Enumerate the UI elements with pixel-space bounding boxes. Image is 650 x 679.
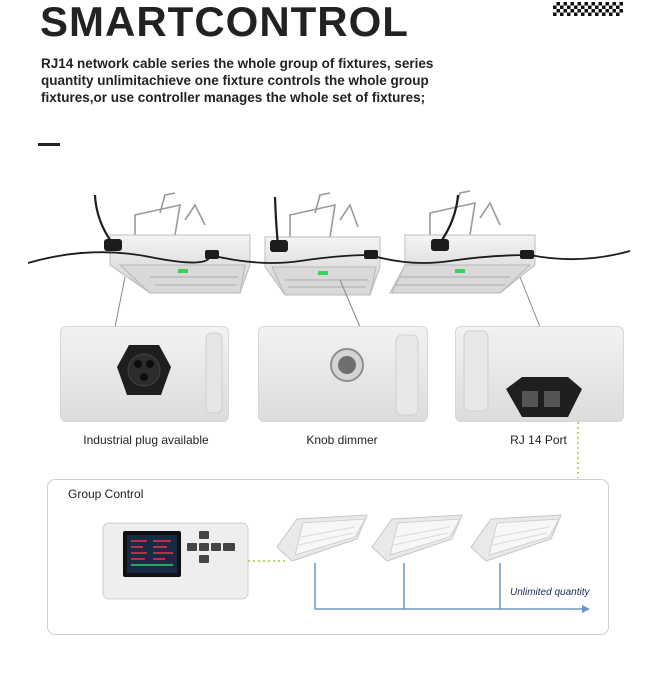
bracket-3 bbox=[430, 191, 500, 235]
bracket-2 bbox=[290, 193, 358, 237]
dotted-connector bbox=[0, 420, 650, 480]
knob-dimmer-icon bbox=[259, 327, 427, 421]
unlimited-quantity-label: Unlimited quantity bbox=[510, 587, 590, 598]
detail-panel-plug bbox=[60, 326, 229, 422]
label-rj14-port: RJ 14 Port bbox=[510, 433, 567, 447]
bracket-1 bbox=[135, 193, 205, 235]
controller-device bbox=[103, 523, 248, 599]
fixtures-series-illustration bbox=[0, 185, 650, 335]
detail-panel-rj14 bbox=[455, 326, 624, 422]
detail-panel-knob bbox=[258, 326, 428, 422]
arrow-icon bbox=[582, 605, 590, 613]
description-text: RJ14 network cable series the whole group of fixtures, series quantity unlimitachieve one fixture controls the whole group fixtures,or use controller manages the whole set of fixtures; bbox=[41, 56, 434, 105]
group-control-title: Group Control bbox=[68, 487, 144, 501]
fixture-3 bbox=[390, 235, 535, 293]
connection-lines bbox=[315, 563, 582, 609]
group-fixture-2 bbox=[372, 515, 462, 561]
industrial-plug-icon bbox=[61, 327, 228, 421]
label-industrial-plug: Industrial plug available bbox=[83, 433, 209, 447]
group-control-illustration bbox=[47, 479, 607, 633]
rj14-port-icon bbox=[456, 327, 623, 421]
group-fixture-3 bbox=[471, 515, 561, 561]
fixture-1 bbox=[110, 235, 250, 293]
divider bbox=[38, 143, 60, 146]
group-fixture-1 bbox=[277, 515, 367, 561]
label-knob-dimmer: Knob dimmer bbox=[306, 433, 378, 447]
page-title: SMARTCONTROL bbox=[40, 0, 409, 45]
checker-pattern bbox=[553, 2, 623, 16]
